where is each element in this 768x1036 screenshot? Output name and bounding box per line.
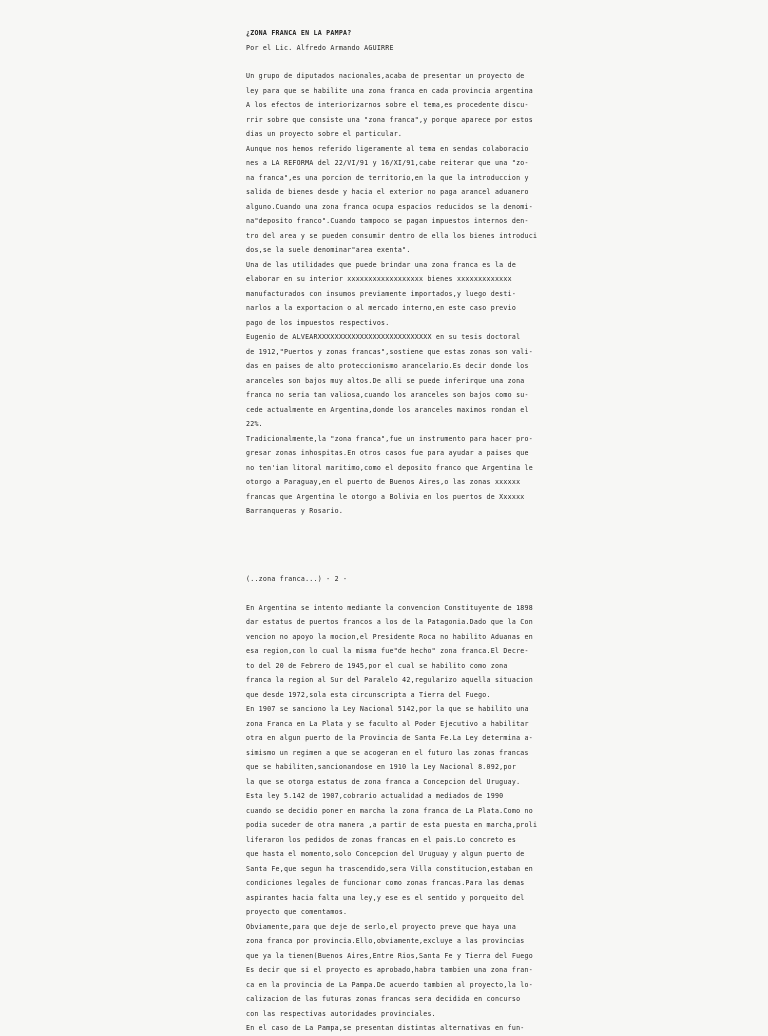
text-line: manufacturados con insumos previamente importados,y luego desti- <box>246 289 517 298</box>
text-line: vencion no apoyo la mocion,el Presidente Roca no habilito Aduanas en <box>246 632 533 641</box>
text-line: aspirantes hacia falta una ley,y ese es el sentido y porqueito del <box>246 893 525 902</box>
text-line: simismo un regimen a que se acogeran en el futuro las zonas francas <box>246 748 529 757</box>
text-line: 22%. <box>246 420 263 428</box>
text-line: que ya la tienen(Buenos Aires,Entre Rios,Santa Fe y Tierra del Fuego <box>246 951 533 960</box>
text-line: calizacion de las futuras zonas francas sera decidida en concurso <box>246 995 521 1003</box>
text-line: Un grupo de diputados nacionales,acaba de presentar un proyecto de <box>246 72 525 80</box>
text-line: Tradicionalmente,la "zona franca",fue un instrumento para hacer pro- <box>246 434 533 443</box>
text-line: franca no seria tan valiosa,cuando los aranceles son bajos como su- <box>246 391 529 399</box>
text-line: alguno.Cuando una zona franca ocupa espacios reducidos se la denomi- <box>246 202 533 211</box>
text-line: podia suceder de otra manera ,a partir de esta puesta en marcha,proli <box>246 821 538 829</box>
text-line: das en paises de alto proteccionismo arancelario.Es decir donde los <box>246 362 529 370</box>
text-line: francas que Argentina le otorgo a Bolivia en los puertos de Xxxxxx <box>246 492 525 501</box>
text-line: zona franca por provincia.Ello,obviamente,excluye a las provincias <box>246 937 525 945</box>
article-page-2 <box>246 572 546 1036</box>
text-line: rrir sobre que consiste una "zona franca",y porque aparece por estos <box>246 115 533 124</box>
article-body-1 <box>246 69 546 519</box>
text-line: elaborar en su interior xxxxxxxxxxxxxxxxxx bienes xxxxxxxxxxxxx <box>246 275 512 283</box>
article-page-1 <box>246 26 546 519</box>
text-line: esa region,con lo cual la misma fue"de hecho" zona franca.El Decre- <box>246 647 529 655</box>
text-line: dos,se la suele denominar"area exenta". <box>246 246 411 254</box>
text-line: A los efectos de interiorizarnos sobre el tema,es procedente discu- <box>246 101 529 109</box>
text-line: nes a LA REFORMA del 22/VI/91 y 16/XI/91,cabe reiterar que una "zo- <box>246 159 529 167</box>
text-line: condiciones legales de funcionar como zonas francas.Para las demas <box>246 879 525 887</box>
article-author: Por el Lic. Alfredo Armando AGUIRRE <box>246 43 394 52</box>
text-line: Santa Fe,que segun ha trascendido,sera Villa constitucion,estaban en <box>246 864 533 873</box>
text-line: zona Franca en La Plata y se faculto al Poder Ejecutivo a habilitar <box>246 719 529 728</box>
text-line: que hasta el momento,solo Concepcion del Uruguay y algun puerto de <box>246 850 525 858</box>
text-line: tro del area y se pueden consumir dentro de ella los bienes introduci <box>246 231 538 240</box>
article-body-2 <box>246 601 546 1036</box>
text-line: ca en la provincia de La Pampa.De acuerdo tambien al proyecto,la lo- <box>246 980 533 989</box>
text-line: ley para que se habilite una zona franca en cada provincia argentina <box>246 86 533 95</box>
text-line: que desde 1972,sola esta circunscripta a Tierra del Fuego. <box>246 690 491 699</box>
text-line: proyecto que comentamos. <box>246 908 348 916</box>
text-line: En 1907 se sanciono la Ley Nacional 5142,por la que se habilito una <box>246 705 529 713</box>
text-line: narlos a la exportacion o al mercado interno,en este caso previo <box>246 304 517 312</box>
text-line: de 1912,"Puertos y zonas francas",sostiene que estas zonas son vali- <box>246 347 533 356</box>
text-line: dias un proyecto sobre el particular. <box>246 130 403 138</box>
text-line: cuando se decidio poner en marcha la zona franca de La Plata.Como no <box>246 806 533 815</box>
text-line: to del 20 de Febrero de 1945,por el cual se habilito como zona <box>246 661 508 670</box>
text-line: Una de las utilidades que puede brindar una zona franca es la de <box>246 260 517 269</box>
text-line: la que se otorga estatus de zona franca a Concepcion del Uruguay. <box>246 777 521 786</box>
text-line: salida de bienes desde y hacia el exterior no paga arancel aduanero <box>246 188 529 196</box>
article-title: ¿ZONA FRANCA EN LA PAMPA? <box>246 29 352 37</box>
text-line: pago de los impuestos respectivos. <box>246 318 390 327</box>
text-line: no ten'ian litoral maritimo,como el deposito franco que Argentina le <box>246 463 533 472</box>
text-line: Eugenio de ALVEARXXXXXXXXXXXXXXXXXXXXXXXXXXX en su tesis doctoral <box>246 333 521 341</box>
text-line: que se habiliten,sancionandose en 1910 la Ley Nacional 8.092,por <box>246 763 517 771</box>
text-line: aranceles son bajos muy altos.De alli se puede inferirque una zona <box>246 376 525 385</box>
text-line: En Argentina se intento mediante la convencion Constituyente de 1898 <box>246 603 533 612</box>
text-line: cede actualmente en Argentina,donde los aranceles maximos rondan el <box>246 405 529 414</box>
text-line: dar estatus de puertos francos a los de la Patagonia.Dado que la Con <box>246 618 533 626</box>
text-line: franca la region al Sur del Paralelo 42,regularizo aquella situacion <box>246 676 533 684</box>
text-line: Esta ley 5.142 de 1907,cobrario actualidad a mediados de 1990 <box>246 792 504 800</box>
text-line: otra en algun puerto de la Provincia de Santa Fe.La Ley determina a- <box>246 734 533 742</box>
text-line: otorgo a Paraguay,en el puerto de Buenos Aires,o las zonas xxxxxx <box>246 478 521 486</box>
text-line: Es decir que si el proyecto es aprobado,habra tambien una zona fran- <box>246 966 533 974</box>
page-header: (..zona franca...) - 2 - <box>246 575 348 583</box>
text-line: na franca",es una porcion de territorio,en la que la introduccion y <box>246 173 529 182</box>
text-line: na"deposito franco".Cuando tampoco se pagan impuestos internos den- <box>246 217 529 225</box>
text-line: con las respectivas autoridades provinciales. <box>246 1009 436 1018</box>
text-line: Barranqueras y Rosario. <box>246 507 344 515</box>
text-line: Aunque nos hemos referido ligeramente al tema en sendas colaboracio <box>246 144 529 153</box>
text-line: Obviamente,para que deje de serlo,el proyecto preve que haya una <box>246 922 517 931</box>
text-line: En el caso de La Pampa,se presentan distintas alternativas en fun- <box>246 1024 525 1032</box>
text-line: liferaron los pedidos de zonas francas en el pais.Lo concreto es <box>246 835 517 844</box>
text-line: gresar zonas inhospitas.En otros casos fue para ayudar a paises que <box>246 449 529 457</box>
